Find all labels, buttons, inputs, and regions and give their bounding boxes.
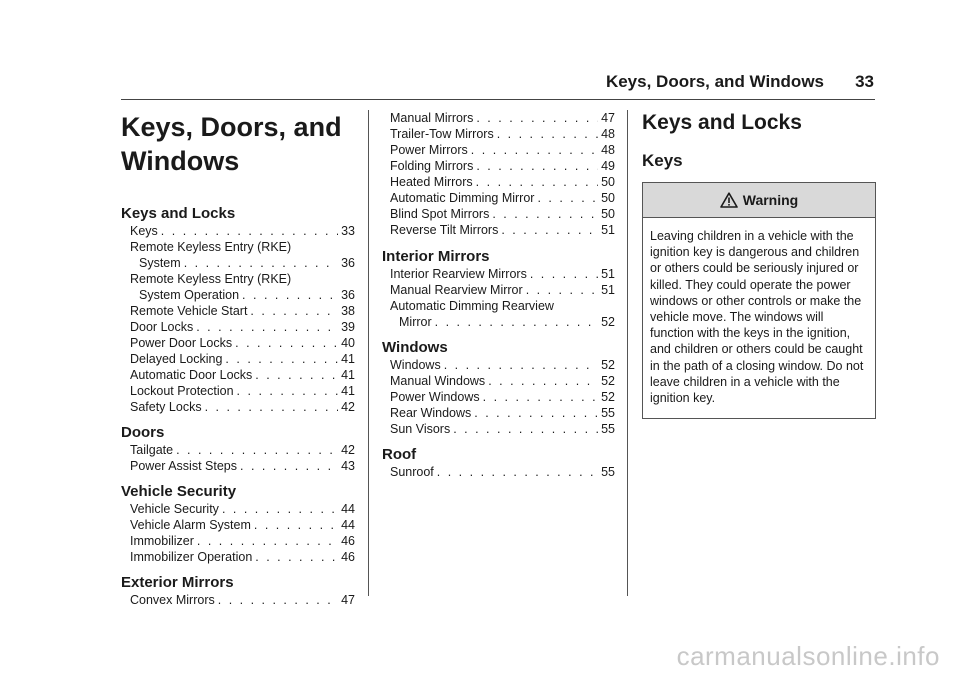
toc-entry[interactable]: Lockout Protection . . . 41 bbox=[121, 383, 355, 399]
toc-entry[interactable]: Folding Mirrors . . . 49 bbox=[390, 158, 615, 174]
toc-section-title: Interior Mirrors bbox=[382, 248, 490, 265]
toc-entry[interactable]: Immobilizer Operation . . . 46 bbox=[121, 549, 355, 565]
warning-header bbox=[643, 183, 875, 218]
toc-entry[interactable]: Rear Windows . . . 55 bbox=[390, 405, 615, 421]
toc-list bbox=[121, 501, 355, 565]
toc-section-title: Vehicle Security bbox=[121, 483, 237, 500]
toc-entry[interactable]: Automatic Door Locks . . . 41 bbox=[121, 367, 355, 383]
toc-entry[interactable]: Safety Locks . . . 42 bbox=[121, 399, 355, 415]
toc-entry-line[interactable]: Remote Keyless Entry (RKE) bbox=[130, 272, 292, 286]
toc-list bbox=[121, 442, 355, 474]
page-header bbox=[0, 0, 960, 100]
toc-entry[interactable]: Immobilizer . . . 46 bbox=[121, 533, 355, 549]
toc-entry[interactable]: Manual Rearview Mirror . . . 51 bbox=[390, 282, 615, 298]
warning-triangle-icon bbox=[720, 192, 738, 208]
toc-section-title: Roof bbox=[382, 446, 417, 463]
toc-entry[interactable]: Heated Mirrors . . . 50 bbox=[390, 174, 615, 190]
toc-entry-line[interactable]: Remote Keyless Entry (RKE) bbox=[130, 240, 292, 254]
toc-entry[interactable]: Trailer-Tow Mirrors . . . 48 bbox=[390, 126, 615, 142]
toc-list bbox=[390, 266, 615, 330]
toc-entry[interactable]: System Operation . . . 36 bbox=[121, 287, 355, 303]
toc-entry[interactable]: Door Locks . . . 39 bbox=[121, 319, 355, 335]
toc-list bbox=[121, 223, 355, 415]
toc-entry[interactable]: Remote Vehicle Start . . . 38 bbox=[121, 303, 355, 319]
toc-list bbox=[121, 592, 355, 608]
toc-entry[interactable]: Vehicle Security . . . 44 bbox=[121, 501, 355, 517]
toc-entry[interactable]: Manual Mirrors . . . 47 bbox=[390, 110, 615, 126]
toc-entry[interactable]: Mirror . . . 52 bbox=[390, 314, 615, 330]
toc-column-1 bbox=[121, 110, 355, 616]
column-divider bbox=[627, 110, 628, 596]
warning-label: Warning bbox=[742, 192, 799, 208]
toc-section-title: Doors bbox=[121, 424, 165, 441]
running-header-title: Keys, Doors, and Windows bbox=[605, 72, 824, 91]
toc-entry[interactable]: Power Windows . . . 52 bbox=[390, 389, 615, 405]
toc-list bbox=[390, 110, 615, 238]
toc-entry[interactable]: Sunroof . . . 55 bbox=[390, 464, 615, 480]
header-divider bbox=[121, 99, 875, 100]
toc-entry[interactable]: Tailgate . . . 42 bbox=[121, 442, 355, 458]
toc-section-title: Exterior Mirrors bbox=[121, 574, 234, 591]
chapter-title: Keys, Doors, and Windows bbox=[121, 112, 342, 176]
toc-entry[interactable]: Power Mirrors . . . 48 bbox=[390, 142, 615, 158]
watermark: carmanualsonline.info bbox=[676, 641, 940, 671]
warning-box bbox=[642, 182, 876, 419]
toc-entry[interactable]: Keys . . . 33 bbox=[121, 223, 355, 239]
subsection-heading: Keys bbox=[642, 151, 683, 170]
toc-entry[interactable]: Convex Mirrors . . . 47 bbox=[121, 592, 355, 608]
toc-entry[interactable]: Power Door Locks . . . 40 bbox=[121, 335, 355, 351]
toc-section-title: Windows bbox=[382, 339, 448, 356]
toc-entry[interactable]: Automatic Dimming Mirror . . . 50 bbox=[390, 190, 615, 206]
toc-list bbox=[390, 464, 615, 480]
toc-entry-line[interactable]: Automatic Dimming Rearview bbox=[390, 299, 554, 313]
toc-entry[interactable]: Interior Rearview Mirrors . . . 51 bbox=[390, 266, 615, 282]
toc-entry[interactable]: Delayed Locking . . . 41 bbox=[121, 351, 355, 367]
toc-entry[interactable]: Vehicle Alarm System . . . 44 bbox=[121, 517, 355, 533]
toc-entry[interactable]: Power Assist Steps . . . 43 bbox=[121, 458, 355, 474]
toc-entry[interactable]: Sun Visors . . . 55 bbox=[390, 421, 615, 437]
toc-entry[interactable]: Manual Windows . . . 52 bbox=[390, 373, 615, 389]
toc-list bbox=[390, 357, 615, 437]
toc-entry[interactable]: Reverse Tilt Mirrors . . . 51 bbox=[390, 222, 615, 238]
toc-entry[interactable]: Blind Spot Mirrors . . . 50 bbox=[390, 206, 615, 222]
toc-column-2 bbox=[382, 110, 615, 488]
toc-entry[interactable]: System . . . 36 bbox=[121, 255, 355, 271]
toc-section-title: Keys and Locks bbox=[121, 205, 236, 222]
warning-text: Leaving children in a vehicle with the ignition key is dangerous and children or others could be seriously injured or killed. They could operate the power windows or other controls or make the vehicle move. The windows will function with the keys in the ignition, and children or others could be caught in the path of a closing window. Do not leave children in a vehicle with the ignition key. bbox=[650, 229, 864, 406]
toc-entry[interactable]: Windows . . . 52 bbox=[390, 357, 615, 373]
section-heading: Keys and Locks bbox=[642, 111, 802, 134]
page-number: 33 bbox=[855, 72, 874, 91]
column-divider bbox=[368, 110, 369, 596]
content-column bbox=[642, 110, 875, 419]
